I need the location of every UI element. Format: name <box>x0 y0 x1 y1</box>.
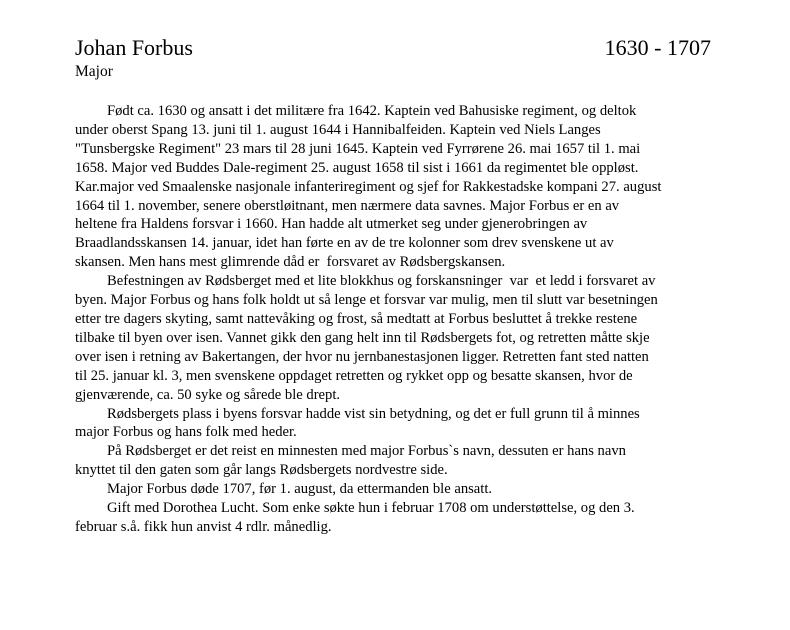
text-line: major Forbus og hans folk med heder. <box>75 424 297 441</box>
biography-paragraph <box>75 102 715 272</box>
header-row <box>75 33 715 62</box>
text-line: Født ca. 1630 og ansatt i det militære fra 1642. Kaptein ved Bahusiske regiment, og deltok <box>107 103 637 119</box>
text-line: etter tre dagers skyting, samt nattevåking og frost, så medtatt at Forbus besluttet å trekke restene <box>75 310 638 327</box>
text-line: Befestningen av Rødsberget med et lite blokkhus og forskansninger var et ledd i forsvaret av <box>107 273 656 290</box>
text-line: På Rødsberget er det reist en minnesten med major Forbus`s navn, dessuten er hans navn <box>107 443 626 460</box>
text-line: "Tunsbergske Regiment" 23 mars til 28 juni 1645. Kaptein ved Fyrrørene 26. mai 1657 til 1. mai <box>75 140 641 157</box>
text-line: Kar.major ved Smaalenske nasjonale infanteriregiment og sjef for Rakkestadske kompani 27. august <box>75 178 662 195</box>
text-line: byen. Major Forbus og hans folk holdt ut så lenge et forsvar var mulig, men til slutt var besetningen <box>75 292 658 309</box>
text-line: Rødsbergets plass i byens forsvar hadde vist sin betydning, og det er full grunn til å minnes <box>107 405 640 422</box>
person-name: Johan Forbus <box>75 35 193 60</box>
text-line: Gift med Dorothea Lucht. Som enke søkte hun i februar 1708 om understøttelse, og den 3. <box>107 500 635 517</box>
biography-paragraph <box>75 272 715 404</box>
text-line: 1658. Major ved Buddes Dale-regiment 25. august 1658 til sist i 1661 da regimentet ble oppløst. <box>75 159 639 176</box>
biography-paragraph <box>75 405 715 443</box>
text-line: over isen i retning av Bakertangen, der hvor nu jernbanestasjonen ligger. Retretten fant sted natten <box>75 348 649 365</box>
biography-paragraph <box>75 442 715 480</box>
text-line: skansen. Men hans mest glimrende dåd er forsvaret av Rødsbergskansen. <box>75 254 506 271</box>
biography-paragraph <box>75 499 715 537</box>
biography-body <box>75 102 715 537</box>
text-line: Major Forbus døde 1707, før 1. august, da ettermanden ble ansatt. <box>107 481 493 498</box>
life-years: 1630 - 1707 <box>604 35 711 60</box>
text-line: knyttet til den gaten som går langs Rødsbergets nordvestre side. <box>75 462 448 479</box>
text-line: under oberst Spang 13. juni til 1. august 1644 i Hannibalfeiden. Kaptein ved Niels Langes <box>75 121 601 138</box>
text-line: til 25. januar kl. 3, men svenskene oppdaget retretten og rykket opp og besatte skansen, hvor de <box>75 367 633 384</box>
text-line: februar s.å. fikk hun anvist 4 rdlr. månedlig. <box>75 518 332 535</box>
document-page <box>75 33 715 537</box>
text-line: 1664 til 1. november, senere oberstløitnant, men nærmere data savnes. Major Forbus er en av <box>75 197 620 214</box>
biography-paragraph <box>75 480 715 499</box>
text-line: tilbake til byen over isen. Vannet gikk den gang helt inn til Rødsbergets fot, og retretten måtte skje <box>75 329 650 346</box>
text-line: Braadlandsskansen 14. januar, idet han førte en av de tre kolonner som drev svenskene ut av <box>75 235 614 252</box>
text-line: heltene fra Haldens forsvar i 1660. Han hadde alt utmerket seg under gjenerobringen av <box>75 216 588 233</box>
text-line: gjenværende, ca. 50 syke og sårede ble drept. <box>75 386 341 403</box>
military-rank: Major <box>75 63 113 80</box>
